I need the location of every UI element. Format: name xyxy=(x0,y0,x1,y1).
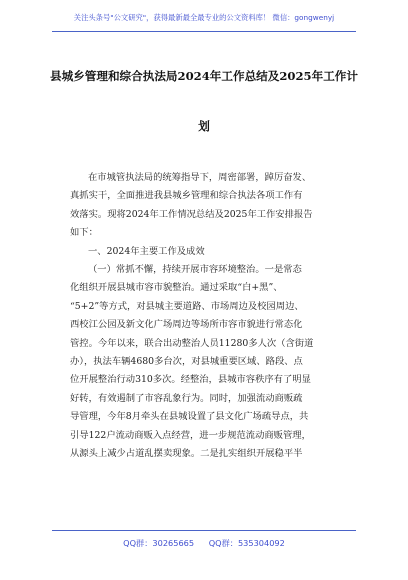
body-line: 如下： xyxy=(70,227,98,239)
body-line: 西校江公园及新文化广场周边等场所市容市貌进行常态化 xyxy=(70,319,303,331)
body-line: 一、2024年主要工作及成效 xyxy=(88,245,205,257)
footer-qq-group-2: QQ群：535304092 xyxy=(208,538,285,548)
document-title-line-2: 划 xyxy=(198,119,210,133)
body-line: 导管理，今年8月牵头在县城设置了县文化广场疏导点，共 xyxy=(70,411,309,423)
body-line: 在市城管执法局的统筹指导下，周密部署，踔厉奋发、 xyxy=(88,172,312,183)
footer-divider xyxy=(52,530,356,531)
body-line: 化组织开展县城市容市貌整治。通过采取“白+黑”、 xyxy=(70,282,283,294)
body-line: （一）常抓不懈，持续开展市容环境整治。一是常态 xyxy=(88,264,302,275)
header-divider xyxy=(52,31,356,32)
body-line: “5+2”等方式，对县城主要道路、市场周边及校园周边、 xyxy=(70,300,304,312)
header-banner: 关注头条号"公文研究"，获得最新最全最专业的公文资料库！ 微信：gongwenyj xyxy=(73,13,335,22)
body-line: 真抓实干，全面推进我县城乡管理和综合执法各项工作有 xyxy=(70,190,303,202)
body-line: 办），执法车辆4680多台次，对县城重要区域、路段、点 xyxy=(70,356,303,367)
footer-banner xyxy=(0,536,408,550)
body-line: 好转，有效遏制了市容乱象行为。同时，加强流动商贩疏 xyxy=(70,392,303,404)
body-line: 管控。今年以来，联合出动整治人员11280多人次（含街道 xyxy=(70,337,314,349)
body-line: 位开展整治行动310多次。经整治，县城市容秩序有了明显 xyxy=(70,374,311,386)
document-title-line-1: 县城乡管理和综合执法局2024年工作总结及2025年工作计 xyxy=(49,69,358,83)
body-line: 效落实。现将2024年工作情况总结及2025年工作安排报告 xyxy=(70,208,313,220)
footer-qq-group-1: QQ群：30265665 xyxy=(123,538,195,548)
body-line: 从源头上减少占道乱摆卖现象。二是扎实组织开展稳平半 xyxy=(70,448,303,459)
body-line: 引导122户流动商贩入点经营，进一步规范流动商贩管理， xyxy=(70,429,311,441)
